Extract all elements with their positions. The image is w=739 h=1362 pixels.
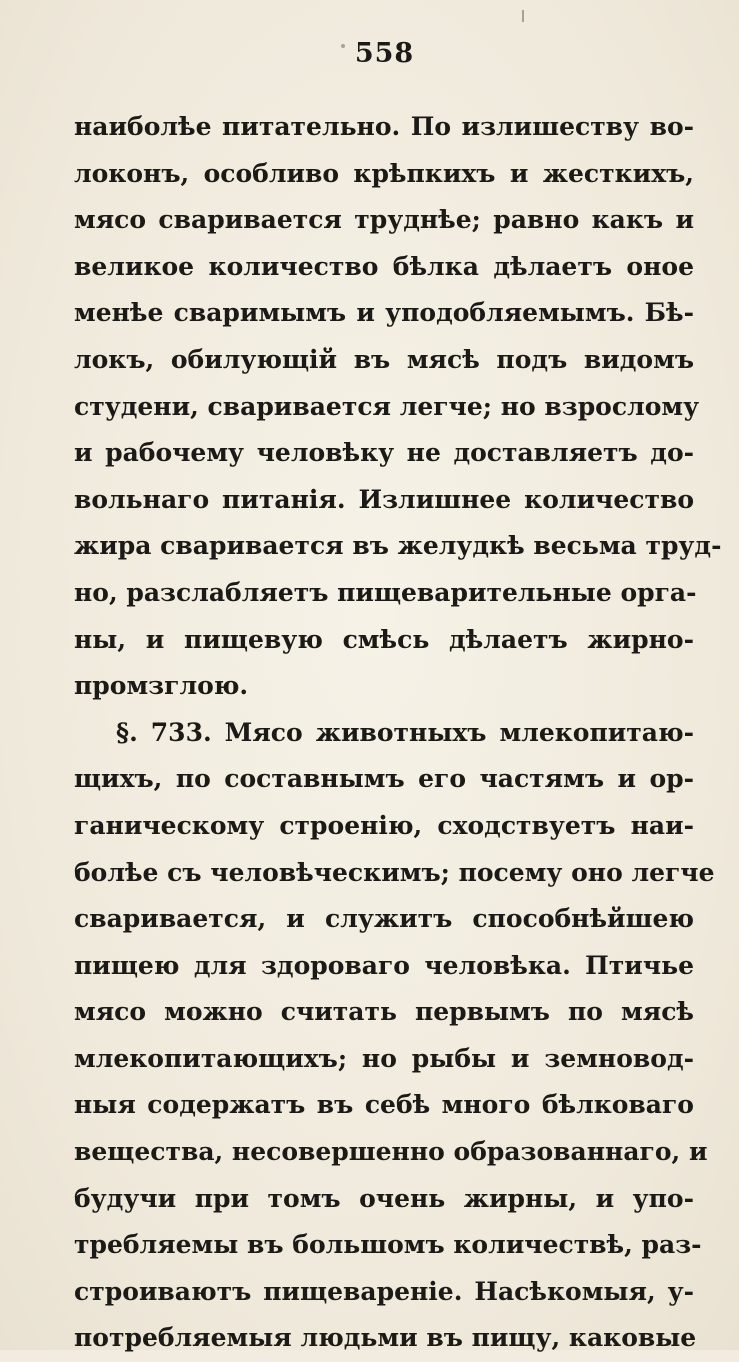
text-line: наиболѣе питательно. По излишеству во- (74, 112, 694, 141)
text-line: великое количество бѣлка дѣлаетъ оное (74, 251, 694, 281)
text-line: и рабочему человѣку не доставляетъ до- (74, 438, 694, 468)
text-line: пищею для здороваго человѣка. Птичье (74, 950, 694, 980)
text-line: промзглою. (74, 671, 249, 701)
text-line: вещества, несовершенно образованнаго, и (74, 1137, 708, 1167)
body-text (74, 104, 722, 1362)
ink-speck (522, 10, 524, 22)
text-line: менѣе сваримымъ и уподобляемымъ. Бѣ- (74, 298, 694, 328)
paragraph-start-line: §. 733. Мясо животныхъ млекопитаю- (116, 717, 694, 747)
text-line: ганическому строенію, сходствуетъ наи- (74, 810, 694, 840)
text-line: строиваютъ пищевареніе. Насѣкомыя, у- (74, 1276, 694, 1306)
text-line: вольнаго питанія. Излишнее количество (74, 484, 694, 514)
text-line: ны, и пищевую смѣсь дѣлаетъ жирно- (74, 624, 694, 654)
text-line: студени, сваривается легче; но взрослому (74, 391, 700, 421)
text-line: болѣе съ человѣческимъ; посему оно легче (74, 857, 715, 887)
text-line: но, разслабляетъ пищеварительные орга- (74, 577, 697, 607)
text-line: локъ, обилующій въ мясѣ подъ видомъ (74, 344, 694, 374)
text-line: щихъ, по составнымъ его частямъ и ор- (74, 764, 694, 794)
text-line: будучи при томъ очень жирны, и упо- (74, 1183, 694, 1213)
page-number: 558 (354, 38, 415, 69)
text-line: жира сваривается въ желудкѣ весьма труд- (74, 531, 722, 561)
text-line: млекопитающихъ; но рыбы и земновод- (74, 1043, 694, 1073)
text-line: требляемы въ большомъ количествѣ, раз- (74, 1230, 702, 1260)
text-line: потребляемыя людьми въ пищу, каковые (74, 1323, 697, 1353)
text-line: мясо можно считать первымъ по мясѣ (74, 997, 694, 1027)
text-line: локонъ, особливо крѣпкихъ и жесткихъ, (74, 158, 694, 188)
text-line: сваривается, и служитъ способнѣйшею (74, 904, 694, 934)
text-line: ныя содержатъ въ себѣ много бѣлковаго (74, 1090, 694, 1120)
text-line: мясо сваривается труднѣе; равно какъ и (74, 205, 694, 235)
